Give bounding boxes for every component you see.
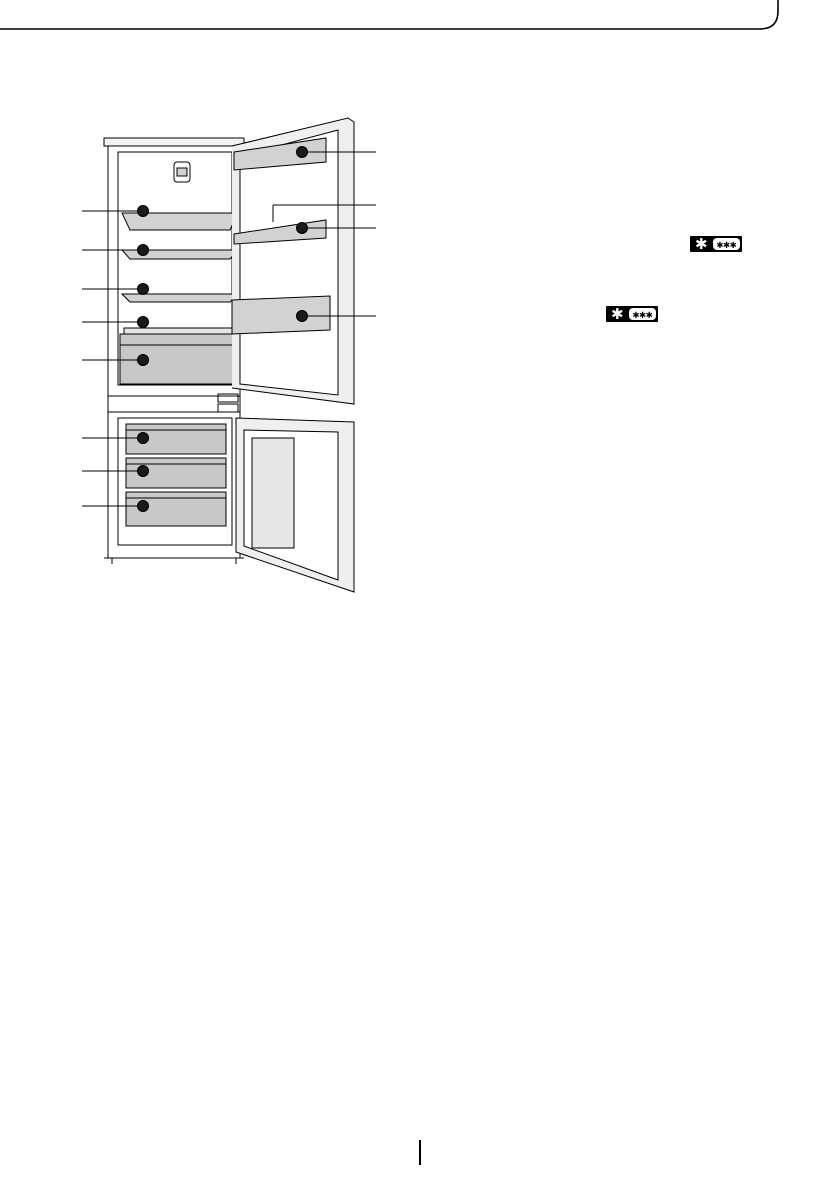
- three-star-icon: ✱✱✱: [629, 308, 657, 320]
- freezer-door: [236, 418, 354, 592]
- glass-shelves: [122, 213, 238, 334]
- callout-marker: [138, 466, 149, 477]
- callout-marker: [297, 147, 308, 158]
- freezer-rating-badge: [690, 236, 742, 252]
- fridge-door: [232, 118, 354, 404]
- callout-marker: [138, 433, 149, 444]
- callout-marker: [138, 355, 149, 366]
- callout-marker: [138, 206, 149, 217]
- callout-marker: [138, 245, 149, 256]
- callout-marker: [297, 311, 308, 322]
- snowflake-icon: ✱: [695, 235, 708, 253]
- light-unit: [174, 162, 190, 182]
- snowflake-icon: ✱: [611, 305, 624, 323]
- callout-marker: [138, 317, 149, 328]
- three-star-icon: ✱✱✱: [713, 238, 741, 250]
- page-marker: [419, 1140, 421, 1165]
- callout-marker: [138, 501, 149, 512]
- callout-marker: [138, 284, 149, 295]
- callout-marker: [297, 223, 308, 234]
- freezer-rating-badge: [606, 306, 658, 322]
